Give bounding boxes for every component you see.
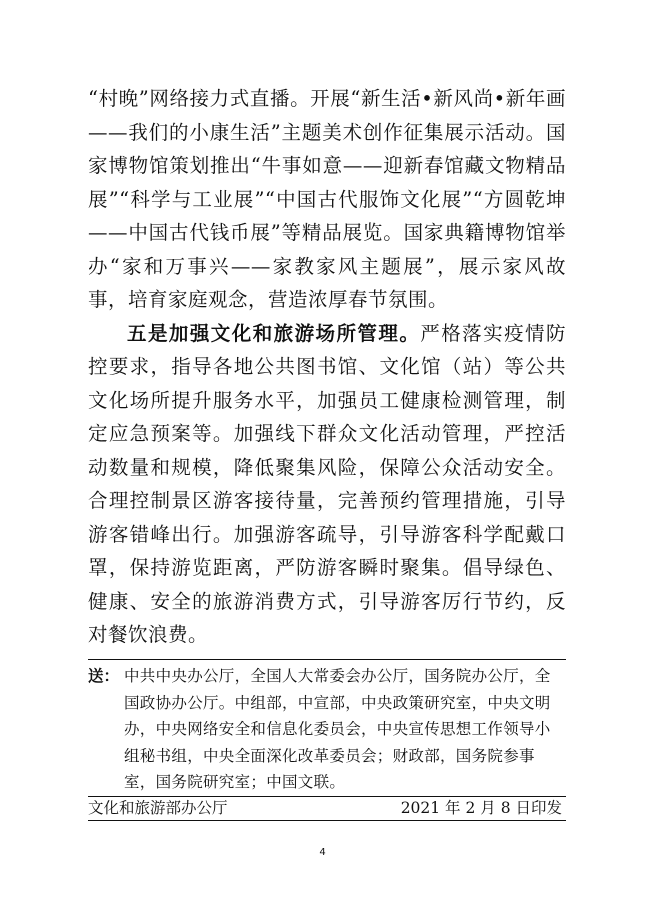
distribution-top-rule (88, 659, 566, 660)
footer-bottom-rule (88, 820, 566, 821)
issuance-footer (88, 796, 566, 820)
issuer-name: 文化和旅游部办公厅 (88, 799, 228, 817)
distribution-block (88, 663, 566, 796)
paragraph-2 (88, 317, 566, 652)
distribution-recipients: 中共中央办公厅，全国人大常委会办公厅，国务院办公厅，全国政协办公厅。中组部，中宣部，中央政策研究室，中央文明办，中央网络安全和信息化委员会，中央宣传思想工作领导小组秘书组，中央全面深化改革委员会；财政部，国务院参事室，国务院研究室；中国文联。 (124, 667, 551, 791)
paragraph-1: “村晚”网络接力式直播。开展“新生活•新风尚•新年画——我们的小康生活”主题美术创作征集展示活动。国家博物馆策划推出“牛事如意——迎新春馆藏文物精品展”“科学与工业展”“中国古代服饰文化展”“方圆乾坤——中国古代钱币展”等精品展览。国家典籍博物馆举办“家和万事兴——家教家风主题展”，展示家风故事，培育家庭观念，营造浓厚春节氛围。 (88, 87, 566, 311)
paragraph-2-text: 严格落实疫情防控要求，指导各地公共图书馆、文化馆（站）等公共文化场所提升服务水平，加强员工健康检测管理，制定应急预案等。加强线下群众文化活动管理，严控活动数量和规模，降低聚集风险，保障公众活动安全。合理控制景区游客接待量，完善预约管理措施，引导游客错峰出行。加强游客疏导，引导游客科学配戴口罩，保持游览距离，严防游客瞬时聚集。倡导绿色、健康、安全的旅游消费方式，引导游客厉行节约，反对餐饮浪费。 (88, 321, 566, 646)
distribution-label: 送： (88, 667, 120, 685)
page-number: 4 (319, 847, 326, 858)
body-text (88, 82, 566, 652)
paragraph-2-lead: 五是加强文化和旅游场所管理。 (127, 321, 421, 345)
issue-date: 2021 年 2 月 8 日印发 (400, 799, 562, 817)
